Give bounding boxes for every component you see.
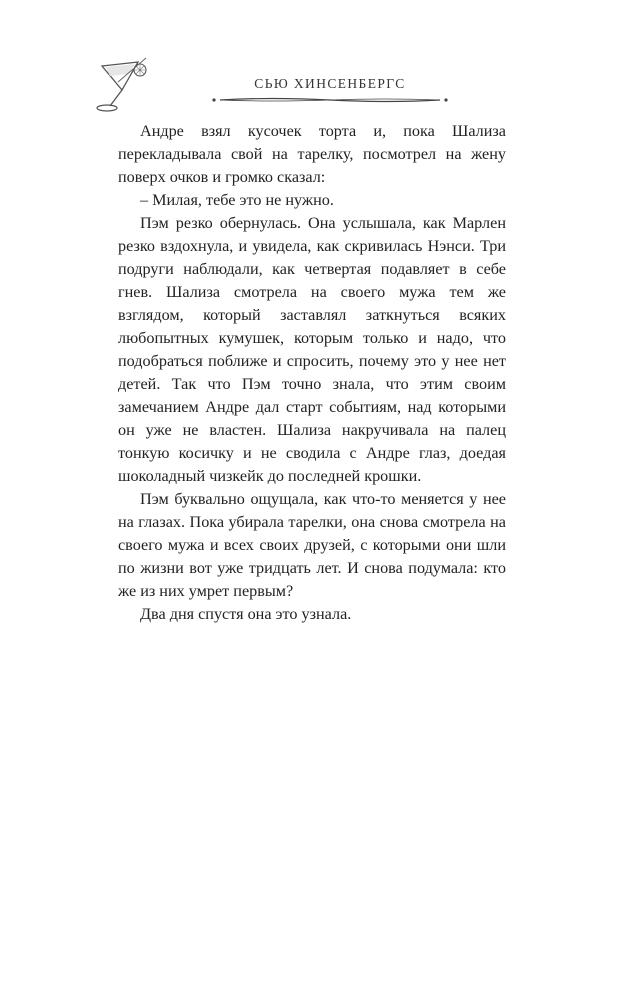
body-text <box>118 120 506 626</box>
paragraph-dialogue: – Милая, тебе это не нужно. <box>140 191 334 209</box>
paragraph: Пэм резко обернулась. Она услышала, как Марлен резко вздохнула, и увидела, как скривилась Нэнси. Три подруги наблюдали, как четвертая подавляет в себе гнев. Шализа смотрела на своего мужа тем же взглядом, который заставлял заткнуться всяких любопытных кумушек, которым только и надо, что подобраться поближе и спросить, почему это у нее нет детей. Так что Пэм точно знала, что этим своим замечанием Андре дал старт событиям, над которыми он уже не властен. Шализа накручивала на палец тонкую косичку и не сводила с Андре глаз, доедая шоколадный чизкейк до последней крошки. <box>118 214 506 485</box>
running-title: СЬЮ ХИНСЕНБЕРГС <box>254 76 406 91</box>
ornamental-rule <box>210 94 450 106</box>
paragraph: Андре взял кусочек торта и, пока Шализа перекладывала свой на тарелку, посмотрел на жену поверх очков и громко сказал: <box>118 122 506 186</box>
paragraph: Пэм буквально ощущала, как что-то меняется у нее на глазах. Пока убирала тарелки, она снова смотрела на своего мужа и всех своих друзей, с которыми они шли по жизни вот уже тридцать лет. И снова подумала: кто же из них умрет первым? <box>118 490 506 600</box>
martini-glass-icon <box>88 56 160 116</box>
paragraph: Два дня спустя она это узнала. <box>140 605 352 623</box>
